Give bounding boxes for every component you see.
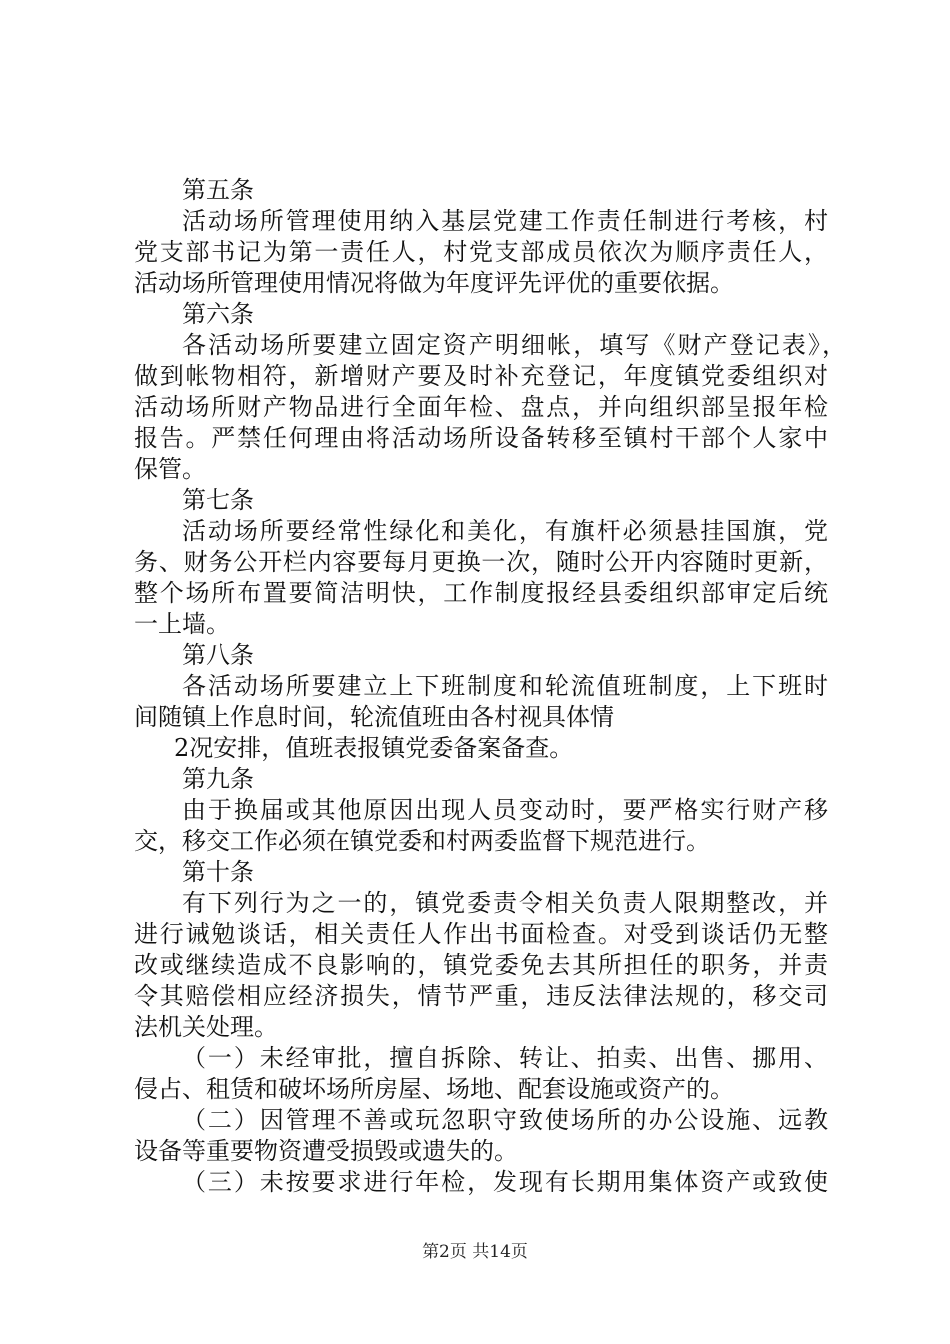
paragraph-line: 活动场所要经常性绿化和美化，有旗杆必须悬挂国旗，党 — [182, 517, 828, 545]
paragraph-line: 2况安排，值班表报镇党委备案备查。 — [174, 734, 574, 762]
paragraph-line: 各活动场所要建立固定资产明细帐，填写《财产登记表》， — [182, 331, 846, 359]
page-number-footer: 第2页 共14页 — [422, 1242, 528, 1262]
list-item-1: （一）未经审批，擅自拆除、转让、拍卖、出售、挪用、 — [182, 1044, 828, 1072]
paragraph-line: 活动场所财产物品进行全面年检、盘点，并向组织部呈报年检 — [134, 393, 828, 421]
paragraph-line: 间随镇上作息时间，轮流值班由各村视具体情 — [134, 703, 614, 731]
paragraph-line: 党支部书记为第一责任人，村党支部成员依次为顺序责任人， — [134, 238, 828, 266]
paragraph-line: 一上墙。 — [134, 610, 230, 638]
list-item-2: （二）因管理不善或玩忽职守致使场所的办公设施、远教 — [182, 1106, 828, 1134]
article-heading-10: 第十条 — [182, 858, 254, 886]
paragraph-line: 保管。 — [134, 455, 206, 483]
paragraph-line: 报告。严禁任何理由将活动场所设备转移至镇村干部个人家中 — [134, 424, 828, 452]
paragraph-line: 改或继续造成不良影响的，镇党委免去其所担任的职务，并责 — [134, 951, 828, 979]
paragraph-line: 活动场所管理使用纳入基层党建工作责任制进行考核，村 — [182, 207, 828, 235]
paragraph-line: 务、财务公开栏内容要每月更换一次，随时公开内容随时更新， — [134, 548, 828, 576]
paragraph-line: 侵占、租赁和破坏场所房屋、场地、配套设施或资产的。 — [134, 1075, 734, 1103]
list-item-3: （三）未按要求进行年检，发现有长期用集体资产或致使 — [182, 1168, 828, 1196]
paragraph-line: 活动场所管理使用情况将做为年度评先评优的重要依据。 — [134, 269, 734, 297]
paragraph-line: 交，移交工作必须在镇党委和村两委监督下规范进行。 — [134, 827, 710, 855]
paragraph-line: 令其赔偿相应经济损失，情节严重，违反法律法规的，移交司 — [134, 982, 828, 1010]
paragraph-line: 设备等重要物资遭受损毁或遗失的。 — [134, 1137, 518, 1165]
article-heading-6: 第六条 — [182, 300, 254, 328]
paragraph-line: 做到帐物相符，新增财产要及时补充登记，年度镇党委组织对 — [134, 362, 828, 390]
paragraph-line: 由于换届或其他原因出现人员变动时，要严格实行财产移 — [182, 796, 828, 824]
paragraph-line: 法机关处理。 — [134, 1013, 278, 1041]
paragraph-line: 各活动场所要建立上下班制度和轮流值班制度，上下班时 — [182, 672, 828, 700]
article-heading-7: 第七条 — [182, 486, 254, 514]
article-heading-9: 第九条 — [182, 765, 254, 793]
paragraph-line: 整个场所布置要简洁明快，工作制度报经县委组织部审定后统 — [134, 579, 828, 607]
article-heading-8: 第八条 — [182, 641, 254, 669]
paragraph-line: 有下列行为之一的，镇党委责令相关负责人限期整改，并 — [182, 889, 828, 917]
article-heading-5: 第五条 — [182, 176, 254, 204]
paragraph-line: 进行诫勉谈话，相关责任人作出书面检查。对受到谈话仍无整 — [134, 920, 828, 948]
